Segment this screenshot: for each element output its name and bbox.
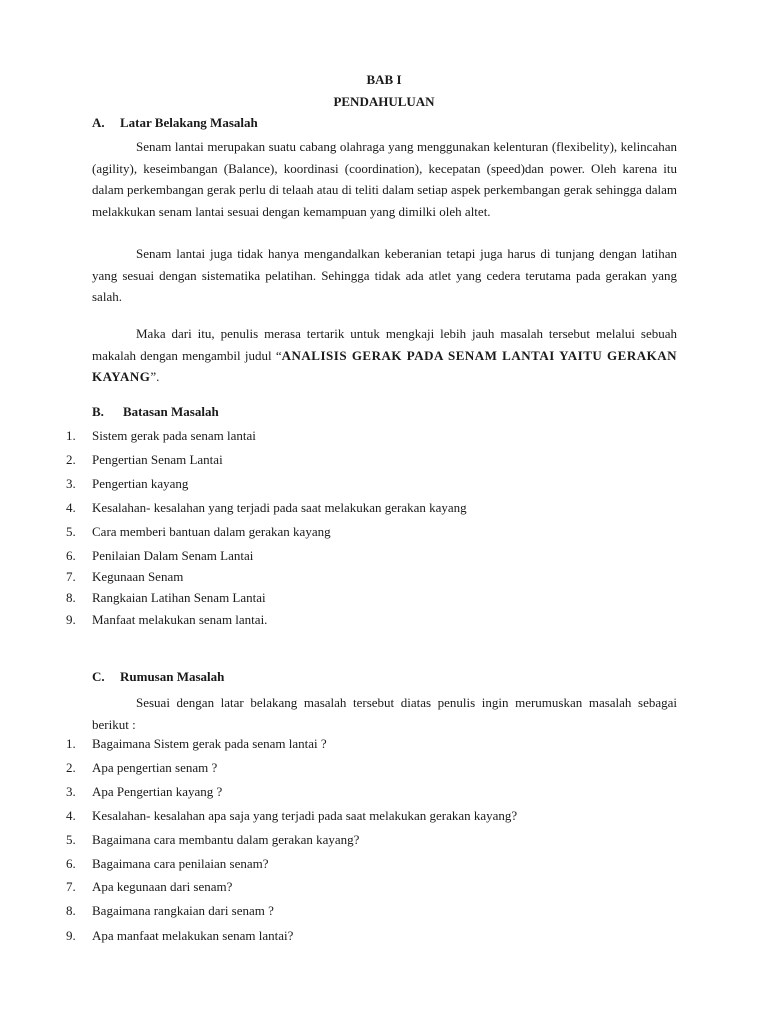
list-item [66, 903, 274, 919]
section-b-letter: B. [92, 404, 104, 419]
list-item [66, 476, 188, 492]
list-item-number: 8. [66, 903, 76, 918]
section-c-heading [92, 669, 224, 685]
list-item [66, 428, 256, 444]
list-item-text: Pengertian kayang [92, 476, 189, 491]
list-item [66, 784, 222, 800]
list-item-number: 9. [66, 612, 76, 627]
list-item [66, 612, 267, 628]
list-item-number: 6. [66, 856, 76, 871]
list-item-text: Manfaat melakukan senam lantai. [92, 612, 268, 627]
list-item-text: Cara memberi bantuan dalam gerakan kayang [92, 524, 331, 539]
list-item [66, 736, 327, 752]
section-a-heading [92, 115, 258, 131]
section-c-intro [92, 692, 677, 735]
list-item-text: Bagaimana cara membantu dalam gerakan kayang? [92, 832, 360, 847]
list-item-number: 9. [66, 928, 76, 943]
list-item [66, 879, 232, 895]
list-item [66, 808, 517, 824]
section-b-heading [92, 404, 219, 420]
list-item-text: Apa pengertian senam ? [92, 760, 218, 775]
section-b-title: Batasan Masalah [123, 404, 219, 419]
list-item-text: Apa kegunaan dari senam? [92, 879, 233, 894]
list-item-text: Kesalahan- kesalahan yang terjadi pada saat melakukan gerakan kayang [92, 500, 467, 515]
section-a-letter: A. [92, 115, 105, 130]
list-item [66, 452, 223, 468]
list-item-text: Bagaimana rangkaian dari senam ? [92, 903, 274, 918]
list-item-number: 5. [66, 524, 76, 539]
list-item-text: Apa Pengertian kayang ? [92, 784, 223, 799]
list-item-number: 4. [66, 500, 76, 515]
section-a-paragraph-1 [92, 136, 677, 222]
section-a-paragraph-3 [92, 323, 677, 388]
list-item-text: Kesalahan- kesalahan apa saja yang terjadi pada saat melakukan gerakan kayang? [92, 808, 518, 823]
list-item [66, 500, 467, 516]
list-item [66, 928, 293, 944]
list-item [66, 569, 183, 585]
list-item-text: Apa manfaat melakukan senam lantai? [92, 928, 294, 943]
list-item-number: 1. [66, 736, 76, 751]
list-item-text: Bagaimana Sistem gerak pada senam lantai ? [92, 736, 327, 751]
list-item-number: 2. [66, 452, 76, 467]
list-item [66, 524, 331, 540]
paragraph-3-start: Maka dari itu, penulis merasa tertarik untuk mengkaji lebih jauh masalah tersebut melalui sebuah makalah dengan mengambil judul “ [92, 326, 677, 363]
list-item-number: 1. [66, 428, 76, 443]
section-c-title: Rumusan Masalah [120, 669, 225, 684]
section-c-intro-text: Sesuai dengan latar belakang masalah tersebut diatas penulis ingin merumuskan masalah sebagai berikut : [92, 695, 677, 732]
chapter-title: PENDAHULUAN [333, 94, 435, 109]
list-item-text: Bagaimana cara penilaian senam? [92, 856, 269, 871]
list-item [66, 760, 217, 776]
paragraph-3-end: ”. [150, 369, 160, 384]
list-item-number: 6. [66, 548, 76, 563]
list-item [66, 832, 359, 848]
list-item-text: Penilaian Dalam Senam Lantai [92, 548, 254, 563]
list-item-text: Sistem gerak pada senam lantai [92, 428, 256, 443]
list-item-number: 7. [66, 879, 76, 894]
list-item-text: Pengertian Senam Lantai [92, 452, 223, 467]
paragraph-2-text: Senam lantai juga tidak hanya mengandalkan keberanian tetapi juga harus di tunjang dengan latihan yang sesuai dengan sistematika pelatihan. Sehingga tidak ada atlet yang cedera terutama pada gerakan yang salah. [92, 246, 677, 304]
list-item [66, 548, 253, 564]
list-item-number: 5. [66, 832, 76, 847]
list-item-text: Kegunaan Senam [92, 569, 184, 584]
list-item-number: 2. [66, 760, 76, 775]
paragraph-3-title: ANALISIS GERAK PADA SENAM LANTAI YAITU GERAKAN KAYANG [92, 347, 677, 384]
section-a-paragraph-2 [92, 243, 677, 308]
list-item-number: 3. [66, 784, 76, 799]
section-a-title: Latar Belakang Masalah [120, 115, 258, 130]
section-c-letter: C. [92, 669, 105, 684]
paragraph-1-text: Senam lantai merupakan suatu cabang olahraga yang menggunakan kelenturan (flexibelity), kelincahan (agility), keseimbangan (Balance), koordinasi (coordination), kecepatan (speed)dan power. Oleh karena itu dalam perkembangan gerak perlu di telaah atau di teliti dalam setiap aspek perkembangan gerak sehingga dalam melakkukan senam lantai sesuai dengan kemampuan yang dimilki oleh altet. [92, 139, 677, 219]
list-item-number: 3. [66, 476, 76, 491]
chapter-number: BAB I [366, 72, 402, 87]
list-item-text: Rangkaian Latihan Senam Lantai [92, 590, 266, 605]
list-item [66, 590, 266, 606]
list-item-number: 7. [66, 569, 76, 584]
list-item [66, 856, 269, 872]
list-item-number: 8. [66, 590, 76, 605]
list-item-number: 4. [66, 808, 76, 823]
